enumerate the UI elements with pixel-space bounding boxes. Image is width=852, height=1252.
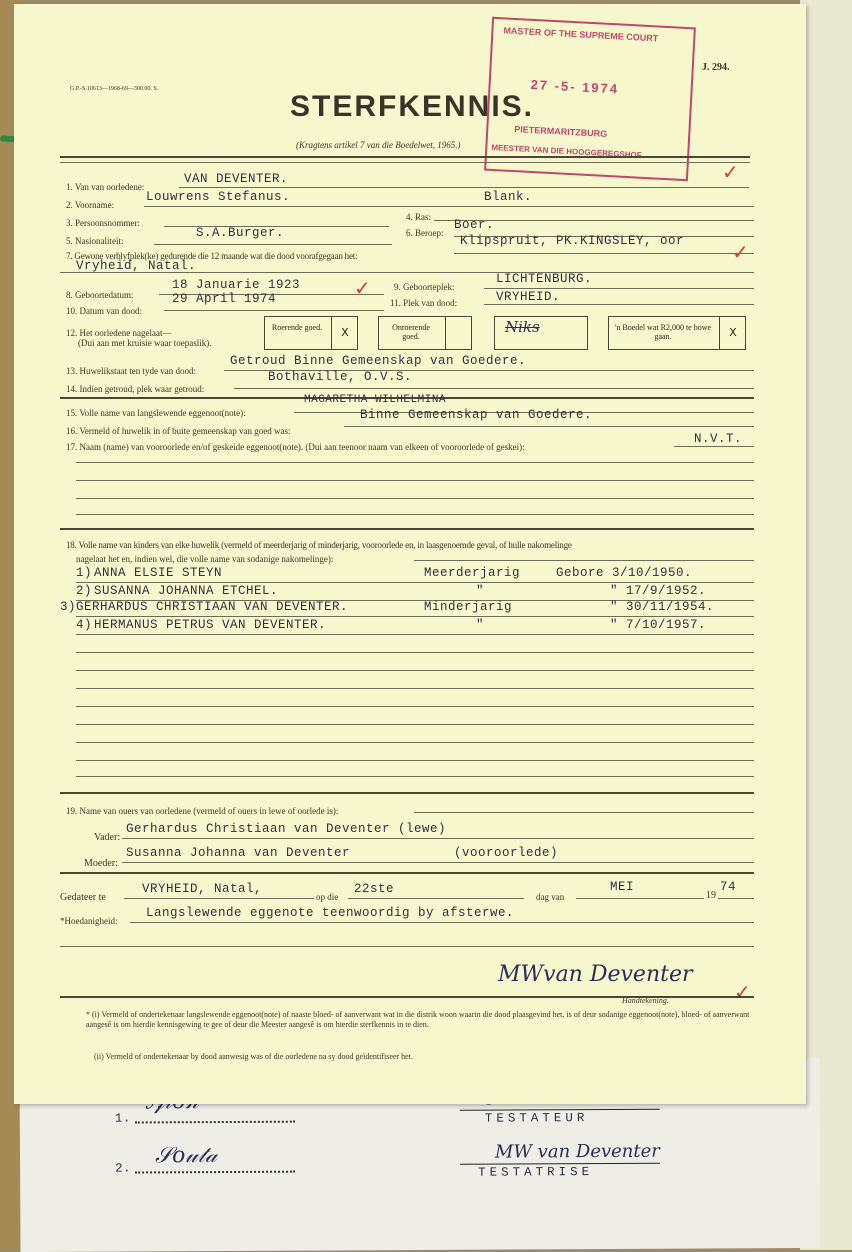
field-13-label: 13. Huwelikstaat ten tyde van dood: <box>66 366 196 376</box>
checkbox-immovable-goods[interactable] <box>378 316 472 350</box>
blank-line <box>76 742 754 743</box>
child-number: 2) <box>76 584 93 598</box>
dated-day-line <box>348 898 524 899</box>
field-10-line <box>164 310 384 311</box>
field-17-label: 17. Naam (name) van vooroorlede en/of geskeide eggenoot(note). (Dui aan teenoor naam van elkeen of vooroorlede of geskei): <box>66 442 525 452</box>
mother-line <box>122 862 754 863</box>
footnote-i: * (i) Vermeld of ondertekenaar langslewende eggenoot(note) of naaste bloed- of aanverwant wat in die distrik woon waarin die dood plaasgevind het, is of deur sodanige eggenoot(note), bloed- of aanverwant aangesê is om hierdie kennisgewing te gee of deur die Meester aangesê is om hierdie sterfkennis in te dien. <box>86 1010 750 1029</box>
field-16-line <box>344 426 754 427</box>
box-label: Onroerende goed. <box>392 323 430 341</box>
field-14-value: Bothaville, O.V.S. <box>268 370 413 384</box>
stamp-date: 27 -5- 1974 <box>530 76 620 97</box>
field-10-label: 10. Datum van dood: <box>66 306 142 316</box>
child-status: Meerderjarig <box>424 566 521 580</box>
form-code: G.P.-S.10613—1968-69—300.00. S. <box>70 86 159 92</box>
field-18-label-cont: nagelaat het en, indien wel, die volle name van sodanige nakomelinge): <box>76 554 334 564</box>
box-label: 'n Boedel wat R2,000 te bowe gaan. <box>614 323 712 341</box>
witness-2-label: 2. <box>115 1161 132 1176</box>
blank-line <box>76 724 754 725</box>
child-number: 3) <box>60 600 77 614</box>
field-5-line <box>154 244 392 245</box>
field-7-value-line1: Klipspruit, PK.KINGSLEY, oor <box>460 234 685 248</box>
mother-value: Susanna Johanna van Deventer <box>126 846 351 860</box>
witness-1-line <box>135 1121 295 1124</box>
checkbox-movable-goods[interactable] <box>264 316 358 350</box>
capacity-line <box>130 922 754 923</box>
field-18-label: 18. Volle name van kinders van elke huwelik (vermeld of meerderjarig of minderjarig, vooroorlede en, in laasgenoemde geval, of hulle nakomelinge <box>66 540 572 550</box>
field-8-label: 8. Geboortedatum: <box>66 290 134 300</box>
field-14-label: 14. Indien getroud, plek waar getroud: <box>66 384 205 394</box>
field-5-label: 5. Nasionaliteit: <box>66 236 124 246</box>
field-2-line <box>144 206 754 207</box>
dated-place-line <box>124 898 314 899</box>
father-label: Vader: <box>94 832 121 843</box>
field-15-value: MAGARETHA WILHELMINA <box>304 394 447 406</box>
capacity-value: Langslewende eggenote teenwoordig by afsterwe. <box>146 906 515 920</box>
year-prefix: 19 <box>706 890 716 901</box>
checkmark-icon: ✓ <box>732 240 749 264</box>
section-rule <box>60 792 754 794</box>
signature-label: Handtekening. <box>622 996 669 1005</box>
child-number: 4) <box>76 618 93 632</box>
field-9-label: 9. Geboorteplek: <box>394 282 455 292</box>
capacity-label: *Hoedanigheid: <box>60 916 118 926</box>
signature: MWvan Deventer <box>498 962 693 987</box>
form-number: J. 294. <box>702 62 730 73</box>
field-17-line-4 <box>76 498 754 499</box>
blank-line <box>76 652 754 653</box>
witness-2-signature: 𝒮𝑜𝓊𝓉𝒶 <box>154 1143 218 1169</box>
mother-status: (vooroorlede) <box>454 846 559 860</box>
field-2-label: 2. Voorname: <box>66 200 115 210</box>
header-rule <box>60 156 750 158</box>
child-birth: " 17/9/1952. <box>610 584 707 598</box>
field-1-value: VAN DEVENTER. <box>184 172 289 186</box>
death-notice-form <box>14 4 806 1104</box>
box-label: Roerende goed. <box>271 323 323 332</box>
child-name: GERHARDUS CHRISTIAAN VAN DEVENTER. <box>76 600 349 614</box>
field-17-line <box>674 446 754 447</box>
child-line <box>76 634 754 635</box>
field-7-line <box>454 253 754 254</box>
child-name: HERMANUS PETRUS VAN DEVENTER. <box>94 618 327 632</box>
field-13-value: Getroud Binne Gemeenskap van Goedere. <box>230 354 527 368</box>
field-18-line <box>414 560 754 561</box>
field-17-value: N.V.T. <box>694 432 743 446</box>
testatrise-label: TESTATRISE <box>478 1165 594 1180</box>
blank-line <box>76 688 754 689</box>
child-birth: Gebore 3/10/1950. <box>556 566 693 580</box>
checkbox-estate-over-r2000[interactable] <box>608 316 746 350</box>
section-rule <box>60 872 754 874</box>
child-line <box>76 616 754 617</box>
field-10-value: 29 April 1974 <box>172 292 277 306</box>
father-value: Gerhardus Christiaan van Deventer (lewe) <box>126 822 447 836</box>
box-mark: X <box>331 317 358 349</box>
field-11-label: 11. Plek van dood: <box>390 298 458 308</box>
section-rule <box>60 528 754 530</box>
blank-line <box>76 776 754 777</box>
field-17-line-2 <box>76 462 754 463</box>
field-12-label: 12. Het oorledene nagelaat— <box>66 328 172 338</box>
dated-month-line <box>576 898 704 899</box>
on-the-label: op die <box>316 892 339 902</box>
page-subtitle: (Kragtens artikel 7 van die Boedelwet, 1965.) <box>296 140 461 150</box>
witness-2-line <box>135 1171 295 1174</box>
day-of-label: dag van <box>536 892 565 902</box>
field-9-line <box>484 288 754 289</box>
field-19-label: 19. Name van ouers van oorledene (vermeld of ouers in lewe of oorlede is): <box>66 806 339 816</box>
testatrise-signature: MW van Deventer <box>494 1140 660 1163</box>
field-5-value: S.A.Burger. <box>196 226 285 240</box>
witness-1-label: 1. <box>114 1111 131 1126</box>
field-16-value: Binne Gemeenskap van Goedere. <box>360 408 593 422</box>
box-mark <box>445 317 472 349</box>
field-12-hint: (Dui aan met kruisie waar toepaslik). <box>78 338 212 348</box>
field-17-line-5 <box>76 514 754 515</box>
header-rule-2 <box>60 162 750 163</box>
blank-line <box>76 760 754 761</box>
mother-label: Moeder: <box>84 858 118 869</box>
child-birth: " 7/10/1957. <box>610 618 707 632</box>
checkmark-icon: ✓ <box>354 276 371 300</box>
dated-year-line <box>718 898 754 899</box>
field-4-value: Blank. <box>484 190 533 204</box>
field-6-value: Boer. <box>454 218 495 232</box>
field-7-value-line2: Vryheid, Natal. <box>76 259 197 273</box>
field-7-line-2 <box>60 272 754 273</box>
stamp-bottom-text: MEESTER VAN DIE HOOGGEREGSHOF <box>491 142 642 160</box>
stamp-city: PIETERMARITZBURG <box>514 124 608 139</box>
stamp-top-text: MASTER OF THE SUPREME COURT <box>503 25 659 44</box>
blank-line <box>60 946 754 947</box>
box-mark: X <box>719 317 746 349</box>
child-status: " <box>476 584 485 598</box>
dated-year: 74 <box>720 880 737 894</box>
testateur-label: TESTATEUR <box>484 1111 589 1126</box>
dated-day: 22ste <box>354 882 395 896</box>
field-11-line <box>484 304 754 305</box>
field-2-value: Louwrens Stefanus. <box>146 190 291 204</box>
child-status: " <box>476 618 485 632</box>
field-8-value: 18 Januarie 1923 <box>172 278 301 292</box>
dated-at-label: Gedateer te <box>60 892 106 903</box>
dated-place: VRYHEID, Natal, <box>142 882 263 896</box>
field-19-line <box>414 812 754 813</box>
father-line <box>122 838 754 839</box>
child-number: 1) <box>76 566 93 580</box>
footnote-ii: (ii) Vermeld of ondertekenaar by dood aanwesig was of die oorledene na sy dood geïdentifiseer het. <box>94 1052 413 1061</box>
field-7-label: 7. Gewone verblyfplek(ke) gedurende die 12 maande wat die dood voorafgegaan het: <box>66 251 358 261</box>
checkmark-icon: ✓ <box>722 160 739 184</box>
field-15-label: 15. Volle name van langslewende eggenoot(note): <box>66 408 246 418</box>
blank-line <box>76 670 754 671</box>
field-6-label: 6. Beroep: <box>406 228 444 238</box>
child-status: Minderjarig <box>424 600 513 614</box>
dated-month: MEI <box>610 880 635 894</box>
child-name: ANNA ELSIE STEYN <box>94 566 223 580</box>
field-11-value: VRYHEID. <box>496 290 561 304</box>
child-line <box>76 582 754 583</box>
checkbox-nothing[interactable] <box>494 316 588 350</box>
field-14-line <box>234 388 754 389</box>
field-3-label: 3. Persoonsnommer: <box>66 218 140 228</box>
field-1-line <box>179 187 749 188</box>
box-label: Niks <box>505 318 540 336</box>
page-title: STERFKENNIS. <box>290 90 535 123</box>
field-1-label: 1. Van van oorledene: <box>66 182 145 192</box>
checkmark-icon: ✓ <box>734 980 751 1004</box>
field-17-line-3 <box>76 480 754 481</box>
child-name: SUSANNA JOHANNA ETCHEL. <box>94 584 279 598</box>
child-birth: " 30/11/1954. <box>610 600 715 614</box>
blank-line <box>76 706 754 707</box>
field-16-label: 16. Vermeld of huwelik in of buite gemeenskap van goed was: <box>66 426 291 436</box>
field-4-label: 4. Ras: <box>406 212 432 222</box>
field-9-value: LICHTENBURG. <box>496 272 593 286</box>
